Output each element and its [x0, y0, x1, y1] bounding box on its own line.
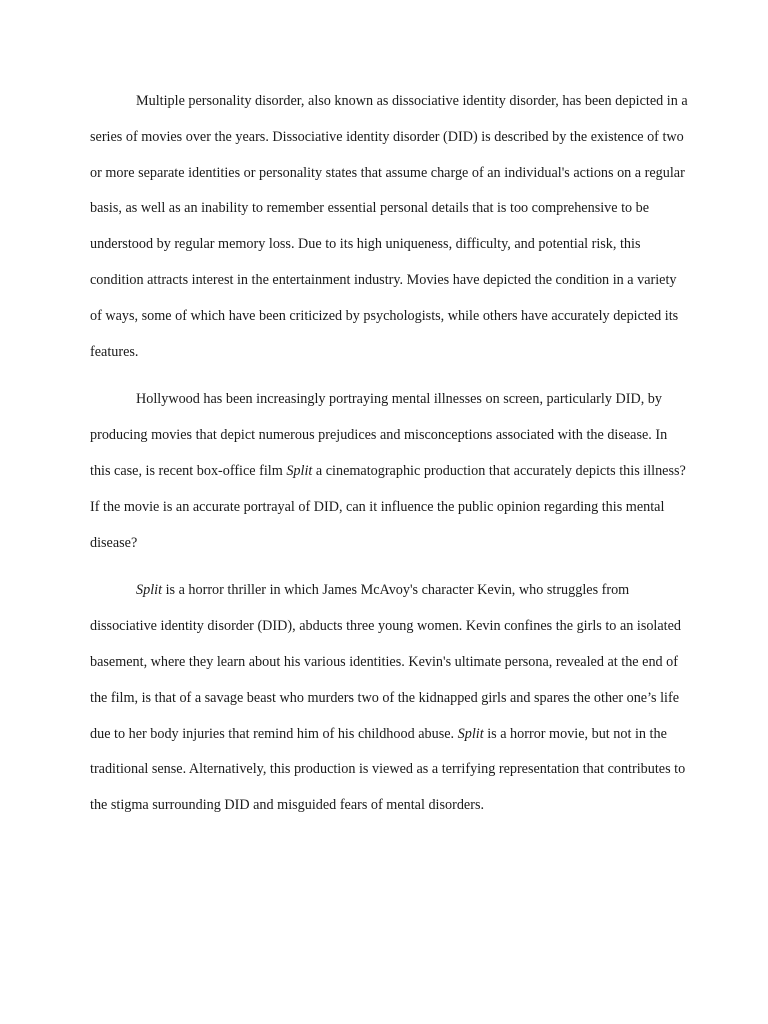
paragraph-3-text-b: is a horror movie, but not in the traditional sense. Alternatively, this production is viewed as a terrifying representation that contributes to the stigma surrounding DID and misguided fears of mental disorders. [90, 725, 686, 814]
film-title-italic: Split [457, 725, 484, 742]
paragraph-2-text-a: Hollywood has been increasingly portraying mental illnesses on screen, particularly DID, by producing movies that depict numerous prejudices and misconceptions associated with the disease. In this case, is recent box-office film [90, 391, 668, 479]
paragraph-3-text-a: is a horror thriller in which James McAvoy's character Kevin, who struggles from dissociative identity disorder (DID), abducts three young women. Kevin confines the girls to an isolated basement, where they learn about his various identities. Kevin's ultimate persona, revealed at the end of the film, is that of a savage beast who murders two of the kidnapped girls and spares the other one’s life due to her body injuries that remind him of his childhood abuse. [90, 582, 682, 742]
paragraph-3 [90, 573, 690, 824]
paragraph-2-text-b: a cinematographic production that accurately depicts this illness? If the movie is an accurate portrayal of DID, can it influence the public opinion regarding this mental disease? [90, 462, 686, 551]
document-body [90, 84, 690, 836]
paragraph-1-text: Multiple personality disorder, also known as dissociative identity disorder, has been depicted in a series of movies over the years. Dissociative identity disorder (DID) is described by the existence of two or more separate identities or personality states that assume charge of an individual's actions on a regular basis, as well as an inability to remember essential personal details that is too comprehensive to be understood by regular memory loss. Due to its high uniqueness, difficulty, and potential risk, this condition attracts interest in the entertainment industry. Movies have depicted the condition in a variety of ways, some of which have been criticized by psychologists, while others have accurately depicted its features. [90, 93, 688, 360]
paragraph-2 [90, 382, 690, 561]
film-title-italic: Split [286, 462, 313, 479]
film-title-italic: Split [136, 582, 163, 599]
paragraph-1 [90, 84, 690, 370]
